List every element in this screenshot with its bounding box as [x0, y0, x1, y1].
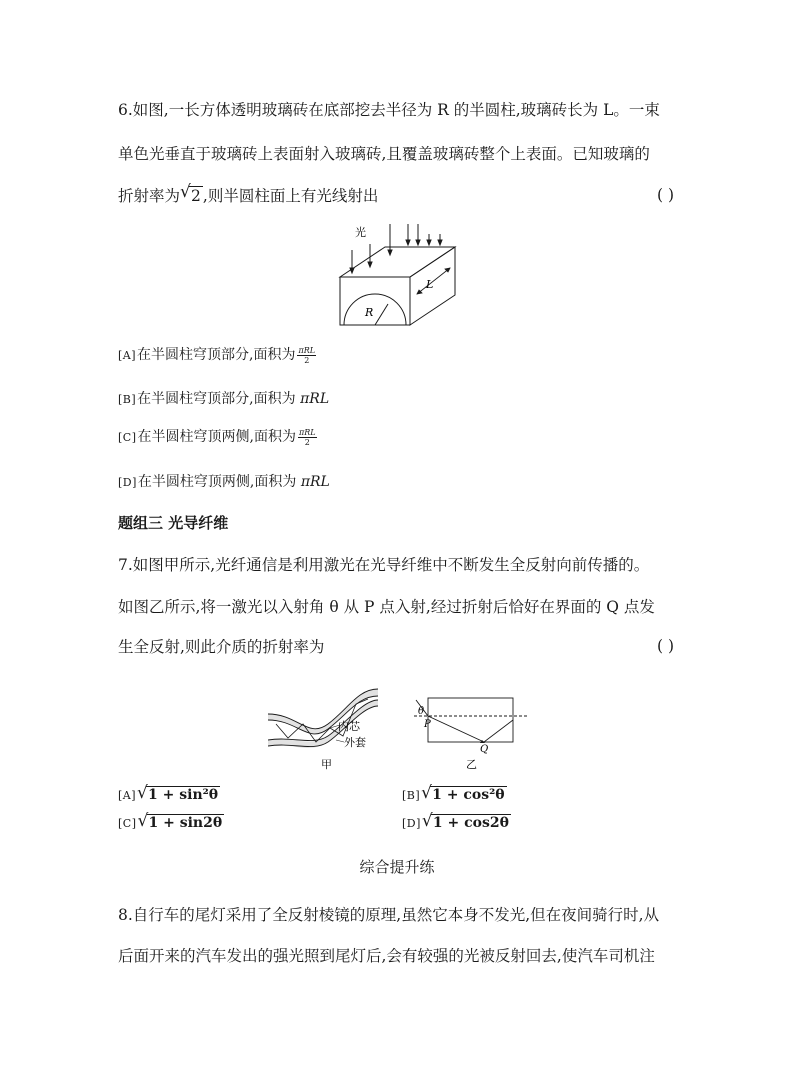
option-expression: 1 + cos2θ [432, 815, 509, 831]
q6-line-3-text: 折射率为 [118, 187, 181, 205]
q7-optical-fiber-figure [268, 684, 388, 772]
q7-option-a[interactable] [118, 783, 220, 803]
option-text: 在半圆柱穹顶部分,面积为 [137, 391, 301, 407]
q6-option-b[interactable] [118, 388, 329, 408]
option-tag: [B] [118, 393, 137, 406]
q7-option-c[interactable] [118, 811, 224, 831]
q6-line-2: 单色光垂直于玻璃砖上表面射入玻璃砖,且覆盖玻璃砖整个上表面。已知玻璃的 [118, 145, 650, 163]
fraction [298, 428, 317, 447]
option-expression: 1 + sin2θ [148, 815, 223, 831]
option-tag: [D] [118, 476, 137, 489]
q6-option-a[interactable] [118, 344, 316, 365]
radius-label: R [365, 306, 374, 319]
option-value: πRL [300, 474, 330, 490]
option-expression: 1 + sin²θ [148, 787, 219, 803]
option-tag: [A] [118, 349, 137, 362]
fraction-denominator: 2 [304, 355, 310, 365]
option-text: 在半圆柱穹顶部分,面积为 [137, 347, 296, 363]
sqrt-expression: √ 1 + cos2θ [421, 811, 509, 831]
cladding-label: 外套 [344, 736, 366, 749]
radius-line [375, 304, 388, 325]
q6-line-3-tail: ,则半圆柱面上有光线射出 [202, 187, 379, 205]
fraction-numerator: πRL [298, 345, 316, 355]
point-p-label: P [424, 719, 431, 730]
q8-line-2: 后面开来的汽车发出的强光照到尾灯后,会有较强的光被反射回去,使汽车司机注 [118, 947, 655, 965]
q6-line-3 [118, 182, 379, 206]
sqrt-expression: √ 1 + sin²θ [137, 783, 219, 803]
q7-line-2: 如图乙所示,将一激光以入射角 θ 从 P 点入射,经过折射后恰好在界面的 Q 点发 [118, 598, 655, 616]
core-label: 内芯 [338, 720, 360, 733]
option-text: 在半圆柱穹顶两侧,面积为 [137, 474, 301, 490]
section-heading: 题组三 光导纤维 [118, 514, 229, 532]
q7-answer-blank: ( ) [656, 637, 674, 655]
sqrt-expression: √ 2 [180, 182, 201, 205]
q6-option-c[interactable] [118, 426, 317, 447]
q7-option-d[interactable] [402, 811, 511, 831]
sqrt-radicand: 2 [191, 187, 201, 205]
fraction-numerator: πRL [298, 427, 316, 437]
top-face [340, 247, 455, 277]
caption-yi: 乙 [466, 758, 477, 771]
q7-line-3: 生全反射,则此介质的折射率为 [118, 638, 325, 656]
option-tag: [C] [118, 431, 137, 444]
semicircle-cut [344, 294, 406, 325]
q6-answer-blank: ( ) [656, 186, 674, 204]
sqrt-expression: √ 1 + sin2θ [137, 811, 223, 831]
q6-option-d[interactable] [118, 471, 330, 491]
fraction-denominator: 2 [304, 437, 310, 447]
q7-refraction-figure [412, 690, 532, 772]
length-label: L [426, 278, 434, 291]
length-dimension [417, 268, 450, 294]
caption-jia: 甲 [321, 758, 332, 771]
theta-label: θ [418, 706, 425, 717]
option-expression: 1 + cos²θ [432, 787, 505, 803]
point-q-label: Q [480, 744, 489, 755]
subsection-title: 综合提升练 [359, 858, 435, 876]
option-tag: [C] [118, 817, 137, 830]
front-face [340, 277, 410, 325]
q7-line-1: 7.如图甲所示,光纤通信是利用激光在光导纤维中不断发生全反射向前传播的。 [118, 556, 650, 574]
q6-line-1: 6.如图,一长方体透明玻璃砖在底部挖去半径为 R 的半圆柱,玻璃砖长为 L。一束 [118, 101, 660, 119]
q7-option-b[interactable] [402, 783, 507, 803]
option-tag: [A] [118, 789, 137, 802]
option-tag: [B] [402, 789, 421, 802]
light-label: 光 [355, 226, 366, 239]
sqrt-expression: √ 1 + cos²θ [421, 783, 505, 803]
q6-glass-brick-figure [330, 222, 465, 332]
fraction [297, 346, 316, 365]
option-value: πRL [300, 391, 330, 407]
option-text: 在半圆柱穹顶两侧,面积为 [137, 429, 296, 445]
option-tag: [D] [402, 817, 421, 830]
q8-line-1: 8.自行车的尾灯采用了全反射棱镜的原理,虽然它本身不发光,但在夜间骑行时,从 [118, 906, 660, 924]
